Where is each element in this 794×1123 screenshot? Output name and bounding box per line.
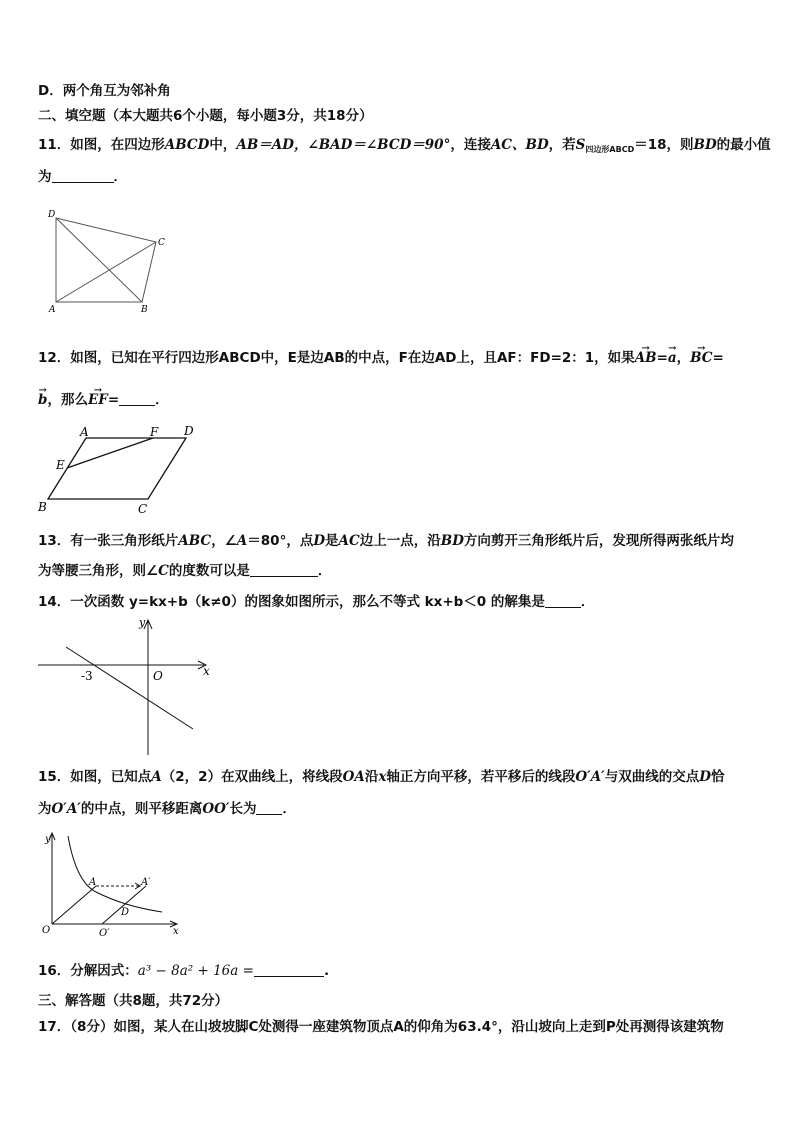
q15-d: D (699, 769, 711, 785)
q15-text: 沿 (364, 769, 379, 785)
q15-answer-blank[interactable] (256, 800, 282, 815)
q17-number: 17． (38, 1019, 71, 1035)
q16-end: . (323, 963, 330, 979)
q13-d: D (313, 533, 326, 549)
q11-line2 (38, 168, 127, 186)
q11-answer-blank[interactable] (52, 168, 114, 183)
q12-line1 (38, 349, 724, 367)
q13-text: 有一张三角形纸片 (70, 533, 179, 549)
q12-end: ． (155, 392, 169, 408)
q12-number: 12． (38, 350, 71, 366)
q16-expression: a³ − 8a² + 16a = (137, 963, 254, 979)
q16-line1 (38, 962, 329, 980)
q13-answer-blank[interactable] (250, 562, 318, 577)
q12-parallelogram-diagram (36, 423, 196, 515)
q12-label-c: C (138, 502, 148, 516)
q11-quadrilateral-diagram (46, 207, 176, 317)
q12-vector-a: → a (668, 349, 677, 367)
q12-equals: = (712, 350, 724, 366)
q12-label-f: F (150, 425, 159, 439)
q13-text: 是 (325, 533, 339, 549)
q11-text: ，若 (548, 137, 576, 153)
q15-label-d: D (121, 907, 130, 918)
q12-equals: = (107, 392, 120, 408)
q12-label-d: D (184, 424, 194, 438)
q13-text: 方向剪开三角形纸片后，发现所得两张纸片均 (463, 533, 734, 549)
q13-text: ，∠ (211, 533, 237, 549)
q15-text: 轴正方向平移，若平移后的线段 (386, 769, 576, 785)
q12-vector-ab: → AB (635, 349, 657, 367)
q15-text: 与双曲线的交点 (604, 769, 700, 785)
q13-bd: BD (440, 533, 464, 549)
q12-text: 如图，已知在平行四边形ABCD中，E是边AB的中点，F在边AD上，且AF：FD=2：1，如果 (70, 350, 635, 366)
q16-answer-blank[interactable] (254, 962, 324, 977)
q12-separator: ， (676, 350, 691, 366)
q12-text: ，那么 (47, 392, 88, 408)
q15-oo-prime: OO′ (202, 801, 230, 817)
q11-label-c: C (158, 238, 165, 248)
q11-end: ． (113, 169, 127, 185)
q13-abc: ABC (178, 533, 212, 549)
q15-label-o-prime: O′ (99, 928, 110, 939)
q15-oa-prime: O′A′ (51, 801, 81, 817)
q11-text: ＝18，则 (634, 137, 694, 153)
q12-line2 (38, 391, 169, 409)
q13-a: A (236, 533, 248, 549)
q14-origin-label: O (153, 669, 163, 683)
q14-text: 一次函数 y=kx+b（k≠0）的图象如图所示，那么不等式 kx+b＜0 的解集是 (70, 594, 545, 610)
q13-text: 的度数可以是 (168, 563, 250, 579)
q15-text: 在双曲线上，将线段 (221, 769, 343, 785)
q15-line2 (38, 800, 296, 818)
q15-hyperbola-diagram (36, 830, 186, 942)
q11-text: 的最小值 (716, 137, 771, 153)
q13-text: 边上一点，沿 (359, 533, 441, 549)
q14-intercept-label: -3 (81, 669, 93, 683)
q15-number: 15． (38, 769, 71, 785)
q11-condition: AB＝AD，∠BAD＝∠BCD＝90° (236, 137, 451, 153)
q12-answer-blank[interactable] (119, 391, 155, 406)
q15-line1 (38, 768, 724, 786)
q16-text: 分解因式： (70, 963, 138, 979)
q14-linear-function-graph (36, 617, 216, 757)
q15-coords: （2，2） (161, 769, 222, 785)
q15-x-label: x (173, 926, 179, 937)
q15-label-a-prime: A′ (141, 877, 151, 888)
q15-label-o: O (42, 925, 51, 936)
q15-oa: OA (342, 769, 365, 785)
q13-ac: AC (338, 533, 360, 549)
q16-number: 16． (38, 963, 71, 979)
q11-label-d: D (48, 210, 56, 220)
q13-end: ． (317, 563, 332, 579)
q12-vector-bc: → BC (690, 349, 712, 367)
q11-area-symbol: S (575, 137, 586, 153)
q13-c: C (158, 563, 169, 579)
q11-bd: BD (693, 137, 717, 153)
q15-x: x (378, 769, 387, 785)
q11-diagonals: AC、BD (490, 137, 549, 153)
q14-end: ． (580, 594, 595, 610)
q13-text: ＝80°，点 (247, 533, 314, 549)
q11-line1 (38, 136, 771, 159)
q15-text: 如图，已知点 (70, 769, 152, 785)
q13-number: 13． (38, 533, 71, 549)
q14-line1 (38, 593, 594, 611)
q15-text: 为 (38, 801, 52, 817)
q12-label-e: E (56, 458, 65, 472)
q11-label-b: B (141, 305, 148, 315)
q12-vector-b: → b (38, 391, 47, 409)
section-heading-fill-in: 二、填空题（本大题共6个小题，每小题3分，共18分） (38, 108, 373, 124)
q15-label-a: A (89, 877, 97, 888)
section-heading-solutions: 三、解答题（共8题，共72分） (38, 993, 229, 1009)
q17-text: （8分）如图，某人在山坡坡脚C处测得一座建筑物顶点A的仰角为63.4°，沿山坡向上走到P处再测得该建筑物 (70, 1019, 724, 1035)
q12-vector-ef: → EF (88, 391, 108, 409)
q12-label-b: B (38, 500, 47, 514)
q11-number: 11． (38, 137, 71, 153)
q11-text: 中， (209, 137, 237, 153)
q15-oa-prime: O′A′ (575, 769, 605, 785)
q15-y-label: y (45, 834, 51, 845)
q14-number: 14． (38, 594, 71, 610)
q11-abcd: ABCD (164, 137, 210, 153)
q11-text: 如图，在四边形 (70, 137, 165, 153)
q15-text: 的中点，则平移距离 (80, 801, 203, 817)
q13-line2 (38, 562, 331, 580)
q13-line1 (38, 532, 734, 550)
q14-answer-blank[interactable] (545, 593, 581, 608)
q14-y-label: y (139, 616, 146, 629)
q15-end: ． (282, 801, 296, 817)
q17-line1 (38, 1018, 724, 1036)
q13-text: 为等腰三角形，则∠ (38, 563, 159, 579)
q11-text: ，连接 (450, 137, 491, 153)
q12-equals: = (656, 350, 668, 366)
q11-text: 为 (38, 169, 52, 185)
q15-text: 恰 (710, 769, 725, 785)
option-d: D．两个角互为邻补角 (38, 83, 171, 99)
q11-area-subscript: 四边形ABCD (585, 145, 635, 154)
q15-point-a: A (151, 769, 162, 785)
q14-x-label: x (203, 664, 210, 678)
q11-label-a: A (49, 305, 56, 315)
q15-text: 长为 (229, 801, 257, 817)
q12-label-a: A (80, 425, 89, 439)
